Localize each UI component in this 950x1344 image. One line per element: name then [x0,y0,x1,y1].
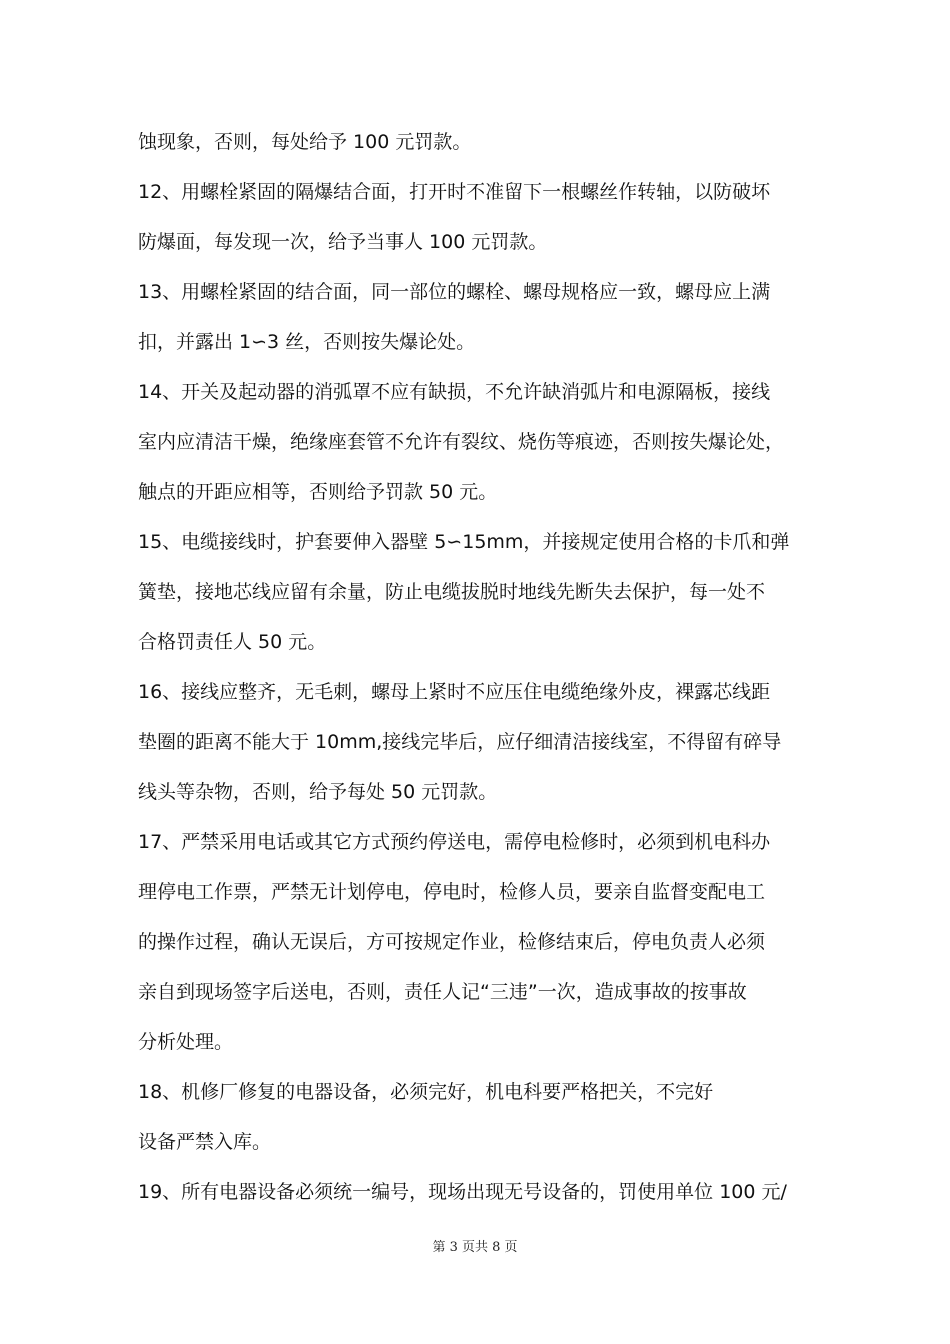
text-line: 16、接线应整齐，无毛刺，螺母上紧时不应压住电缆绝缘外皮，裸露芯线距 [138,681,771,703]
text-line: 垫圈的距离不能大于 10mm,接线完毕后，应仔细清洁接线室，不得留有碎导 [138,731,782,753]
text-line: 12、用螺栓紧固的隔爆结合面，打开时不准留下一根螺丝作转轴，以防破坏 [138,181,771,203]
text-line: 蚀现象，否则，每处给予 100 元罚款。 [138,131,472,153]
text-line: 19、所有电器设备必须统一编号，现场出现无号设备的，罚使用单位 100 元/ [138,1181,787,1203]
text-line: 18、机修厂修复的电器设备，必须完好，机电科要严格把关，不完好 [138,1081,714,1103]
text-line: 14、开关及起动器的消弧罩不应有缺损，不允许缺消弧片和电源隔板，接线 [138,381,771,403]
text-line: 合格罚责任人 50 元。 [138,631,327,653]
text-line: 线头等杂物，否则，给予每处 50 元罚款。 [138,781,498,803]
text-line: 亲自到现场签字后送电，否则，责任人记“三违”一次，造成事故的按事故 [138,981,747,1003]
text-line: 17、严禁采用电话或其它方式预约停送电，需停电检修时，必须到机电科办 [138,831,771,853]
text-line: 扣，并露出 1∽3 丝，否则按失爆论处。 [138,331,476,353]
text-line: 13、用螺栓紧固的结合面，同一部位的螺栓、螺母规格应一致，螺母应上满 [138,281,771,303]
text-line: 触点的开距应相等，否则给予罚款 50 元。 [138,481,498,503]
text-line: 室内应清洁干燥，绝缘座套管不允许有裂纹、烧伤等痕迹，否则按失爆论处， [138,431,785,453]
text-line: 分析处理。 [138,1031,234,1053]
page-number-footer: 第 3 页共 8 页 [432,1240,518,1255]
text-line: 设备严禁入库。 [138,1131,272,1153]
text-line: 理停电工作票，严禁无计划停电，停电时，检修人员，要亲自监督变配电工 [138,881,766,903]
text-line: 的操作过程，确认无误后，方可按规定作业，检修结束后，停电负责人必须 [138,931,766,953]
body-text [138,117,828,1217]
text-line: 15、电缆接线时，护套要伸入器壁 5∽15mm，并接规定使用合格的卡爪和弹 [138,531,790,553]
text-line: 防爆面，每发现一次，给予当事人 100 元罚款。 [138,231,548,253]
text-line: 簧垫，接地芯线应留有余量，防止电缆拔脱时地线先断失去保护，每一处不 [138,581,766,603]
